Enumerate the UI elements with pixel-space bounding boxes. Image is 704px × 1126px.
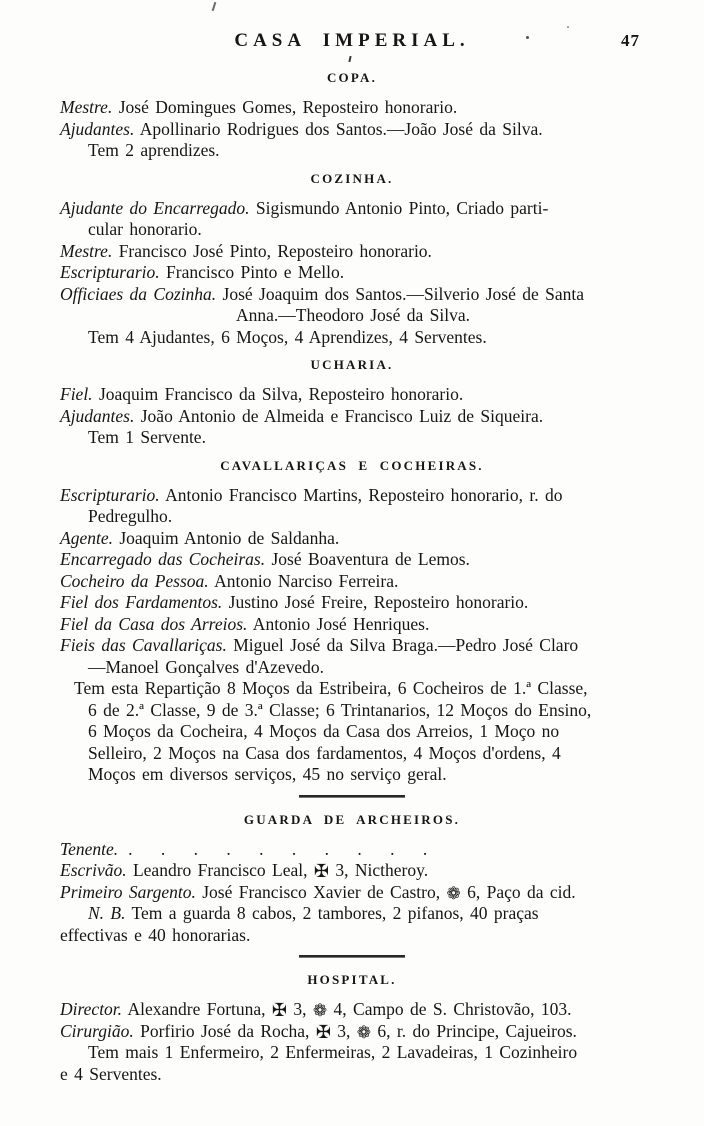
section-divider bbox=[299, 795, 405, 798]
scan-artifact bbox=[567, 26, 569, 28]
section-heading-ucharia: UCHARIA. bbox=[310, 357, 394, 372]
note-line: Tem 4 Ajudantes, 6 Moços, 4 Aprendizes, 4 Serventes. bbox=[88, 326, 487, 347]
section-ucharia bbox=[60, 384, 646, 449]
entry-label: Primeiro Sargento. bbox=[60, 881, 196, 902]
entry-label: Ajudantes. bbox=[60, 118, 135, 139]
entry-text: 6, Paço da cid. bbox=[467, 881, 576, 902]
entry-text: José Francisco Xavier de Castro, bbox=[195, 881, 447, 902]
section-heading-cavallaricas: CAVALLARIÇAS E COCHEIRAS. bbox=[220, 457, 484, 473]
entry-text: 3, Nictheroy. bbox=[335, 860, 429, 880]
entry-line bbox=[60, 571, 646, 593]
entry-line bbox=[60, 635, 646, 657]
note-line: Tem 2 aprendizes. bbox=[88, 140, 220, 160]
section-heading-hospital: HOSPITAL. bbox=[307, 972, 397, 987]
entry-text: Leandro Francisco Leal, bbox=[126, 860, 314, 880]
entry-label: Ajudantes. bbox=[60, 405, 135, 426]
page-number: 47 bbox=[621, 31, 640, 50]
entry-text: 4, Campo de S. Christovão, 103. bbox=[333, 999, 572, 1019]
section-guarda bbox=[60, 839, 646, 947]
entry-label: Escrivão. bbox=[60, 860, 127, 880]
entry-text: 3, bbox=[293, 999, 313, 1019]
entry-text: Francisco José Pinto, Reposteiro honorario. bbox=[112, 240, 432, 261]
summary-line: Selleiro, 2 Moços na Casa dos fardamentos, 4 Moços d'ordens, 4 bbox=[88, 742, 561, 763]
order-of-christ-cross-icon: ✠ bbox=[271, 1000, 288, 1020]
entry-label: Fiel da Casa dos Arreios. bbox=[60, 613, 248, 634]
continuation-line-centered: Anna.—Theodoro José da Silva. bbox=[236, 305, 470, 325]
entry-line bbox=[60, 284, 646, 306]
entry-label: Fiel. bbox=[60, 384, 93, 404]
entry-text: 3, bbox=[337, 1020, 357, 1041]
section-heading-guarda: GUARDA DE ARCHEIROS. bbox=[243, 811, 461, 827]
entry-label: Ajudante do Encarregado. bbox=[60, 197, 250, 218]
entry-label: Cirurgião. bbox=[60, 1020, 134, 1041]
entry-label: Director. bbox=[60, 999, 123, 1019]
entry-line bbox=[60, 999, 646, 1021]
section-cozinha bbox=[60, 198, 646, 349]
entry-text: 6, r. do Principe, Cajueiros. bbox=[377, 1020, 577, 1041]
dotted-leader: . . . . . . . . . . bbox=[128, 838, 429, 859]
section-divider bbox=[299, 955, 405, 958]
continuation-line: e 4 Serventes. bbox=[60, 1063, 162, 1084]
entry-label: N. B. bbox=[88, 903, 126, 923]
entry-text: Miguel José da Silva Braga.—Pedro José Claro bbox=[226, 635, 579, 655]
entry-label: Cocheiro da Pessoa. bbox=[60, 570, 209, 591]
note-line: Tem mais 1 Enfermeiro, 2 Enfermeiras, 2 Lavadeiras, 1 Cozinheiro bbox=[88, 1042, 578, 1062]
entry-line bbox=[60, 262, 646, 284]
entry-line bbox=[60, 839, 646, 861]
entry-line bbox=[60, 97, 646, 119]
entry-label: Mestre. bbox=[60, 240, 113, 261]
entry-label: Escripturario. bbox=[60, 262, 160, 282]
entry-label: Officiaes da Cozinha. bbox=[60, 283, 217, 304]
entry-label: Escripturario. bbox=[60, 484, 160, 505]
section-hospital bbox=[60, 999, 646, 1085]
entry-text: José Joaquim dos Santos.—Silverio José de Santa bbox=[216, 283, 585, 304]
order-of-christ-cross-icon: ✠ bbox=[313, 861, 329, 881]
entry-text: José Domingues Gomes, Reposteiro honorario. bbox=[112, 97, 458, 117]
entry-text: João Antonio de Almeida e Francisco Luiz de Siqueira. bbox=[134, 405, 544, 426]
entry-line bbox=[60, 241, 646, 263]
entry-text: Justino José Freire, Reposteiro honorario. bbox=[222, 592, 529, 612]
continuation-line: Pedregulho. bbox=[88, 506, 173, 526]
entry-label: Tenente. bbox=[60, 838, 119, 859]
entry-label: Fieis das Cavallariças. bbox=[60, 635, 227, 655]
entry-text: Porfirio José da Rocha, bbox=[133, 1020, 316, 1041]
page-title: CASA IMPERIAL. bbox=[234, 30, 470, 51]
note-line: Tem 1 Servente. bbox=[88, 427, 206, 447]
section-heading-cozinha: COZINHA. bbox=[310, 170, 394, 186]
nota-bene-line bbox=[88, 903, 646, 925]
entry-line bbox=[60, 882, 646, 904]
summary-line: 6 Moços da Cocheira, 4 Moços da Casa dos Arreios, 1 Moço no bbox=[88, 721, 560, 741]
entry-line bbox=[60, 592, 646, 614]
entry-line bbox=[60, 198, 646, 220]
continuation-line: cular honorario. bbox=[88, 219, 202, 239]
section-copa bbox=[60, 97, 646, 162]
continuation-line: effectivas e 40 honorarias. bbox=[60, 924, 251, 945]
summary-line: Moços em diversos serviços, 45 no serviço geral. bbox=[88, 764, 447, 784]
order-rosette-icon: ❁ bbox=[312, 1001, 328, 1020]
entry-line bbox=[60, 614, 646, 636]
continuation-line: —Manoel Gonçalves d'Azevedo. bbox=[88, 656, 325, 677]
entry-text: Antonio Francisco Martins, Reposteiro honorario, r. do bbox=[159, 484, 563, 505]
order-of-christ-cross-icon: ✠ bbox=[315, 1021, 331, 1042]
entry-text: Francisco Pinto e Mello. bbox=[159, 262, 345, 282]
entry-line bbox=[60, 528, 646, 550]
entry-text: Alexandre Fortuna, bbox=[122, 999, 272, 1019]
entry-line bbox=[60, 119, 646, 141]
entry-label: Encarregado das Cocheiras. bbox=[60, 549, 266, 569]
section-heading-copa: COPA. bbox=[326, 70, 378, 85]
entry-text: Sigismundo Antonio Pinto, Criado parti- bbox=[249, 197, 549, 218]
entry-line bbox=[60, 384, 646, 406]
entry-line bbox=[60, 549, 646, 571]
entry-line bbox=[60, 860, 646, 882]
entry-line bbox=[60, 1021, 646, 1043]
entry-text: Antonio José Henriques. bbox=[247, 613, 430, 634]
order-rosette-icon: ❁ bbox=[446, 883, 461, 903]
entry-line bbox=[60, 485, 646, 507]
entry-text: José Boaventura de Lemos. bbox=[265, 549, 470, 569]
entry-line bbox=[60, 406, 646, 428]
entry-label: Mestre. bbox=[60, 97, 113, 117]
entry-label: Fiel dos Fardamentos. bbox=[60, 592, 223, 612]
running-header bbox=[0, 30, 704, 54]
entry-text: Tem a guarda 8 cabos, 2 tambores, 2 pifanos, 40 praças bbox=[125, 903, 539, 923]
entry-text: Apollinario Rodrigues dos Santos.—João José da Silva. bbox=[134, 118, 543, 139]
entry-label: Agente. bbox=[60, 527, 113, 548]
entry-text: Joaquim Francisco da Silva, Reposteiro honorario. bbox=[92, 384, 464, 404]
entry-text: Joaquim Antonio de Saldanha. bbox=[112, 527, 340, 548]
summary-line: Tem esta Repartição 8 Moços da Estribeira, 6 Cocheiros de 1.ª Classe, bbox=[74, 678, 588, 698]
section-cavallaricas bbox=[60, 485, 646, 786]
summary-line: 6 de 2.ª Classe, 9 de 3.ª Classe; 6 Trintanarios, 12 Moços do Ensino, bbox=[88, 699, 592, 720]
entry-text: Antonio Narciso Ferreira. bbox=[208, 570, 399, 591]
order-rosette-icon: ❁ bbox=[356, 1022, 372, 1042]
